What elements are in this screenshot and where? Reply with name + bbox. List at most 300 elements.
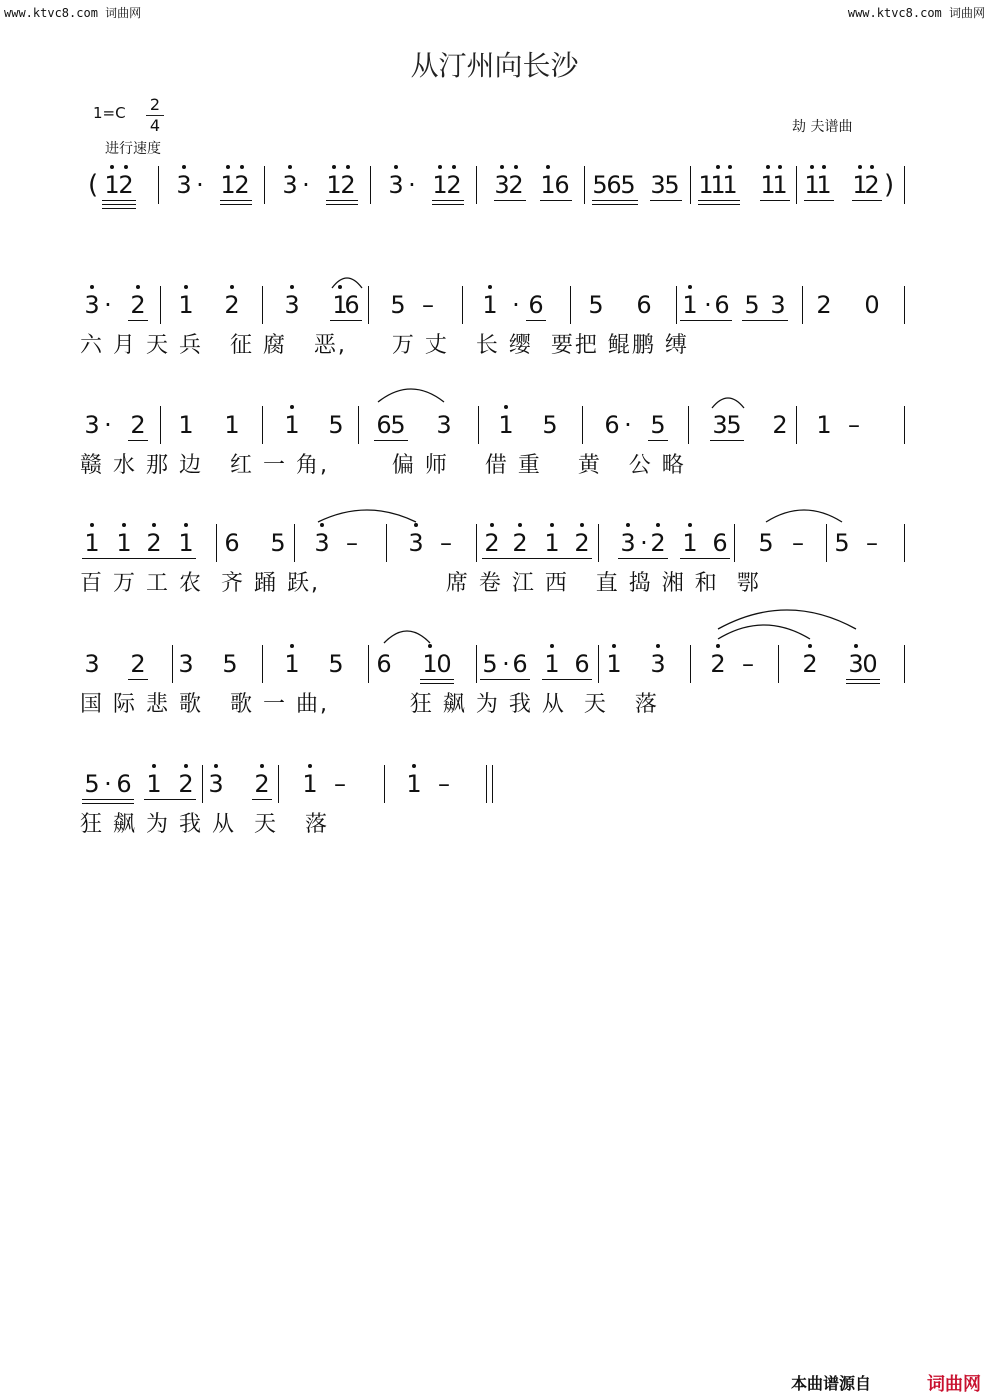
note-value: · xyxy=(502,650,510,678)
note-value: 3 xyxy=(650,171,666,199)
note xyxy=(206,771,226,797)
beam-underline xyxy=(680,320,732,321)
note-value: 2 xyxy=(574,529,590,557)
octave-dot-high xyxy=(580,523,584,527)
octave-dot-high xyxy=(546,165,550,169)
note xyxy=(252,771,272,797)
note-value: 1 xyxy=(104,171,120,199)
note xyxy=(814,292,834,318)
note-value: 6 xyxy=(344,291,360,319)
note xyxy=(506,172,526,198)
note-value: 1 xyxy=(422,650,438,678)
note xyxy=(98,292,118,318)
octave-dot-high xyxy=(612,644,616,648)
note-value: 3 xyxy=(314,529,330,557)
lyric-line-3: 百 万 工 农 齐 踊 跃, 席 卷 江 西 直 捣 湘 和 鄂 xyxy=(80,571,761,596)
note-value: 2 xyxy=(864,171,880,199)
barline xyxy=(368,286,369,324)
octave-dot-high xyxy=(810,165,814,169)
slur xyxy=(384,625,430,645)
octave-dot-high xyxy=(766,165,770,169)
note xyxy=(814,172,834,198)
note-value: 5 xyxy=(834,529,850,557)
octave-dot-high xyxy=(288,165,292,169)
octave-dot-high xyxy=(110,165,114,169)
note xyxy=(326,651,346,677)
note xyxy=(800,651,820,677)
beam-underline xyxy=(592,204,638,205)
note-value: 6 xyxy=(224,529,240,557)
note xyxy=(374,651,394,677)
barline xyxy=(386,524,387,562)
note xyxy=(526,292,546,318)
time-signature xyxy=(146,96,164,135)
note-value: 1 xyxy=(760,171,776,199)
note-value: 1 xyxy=(116,529,132,557)
beam-underline xyxy=(326,204,358,205)
note xyxy=(770,412,790,438)
note-value: 1 xyxy=(178,529,194,557)
note-value: 3 xyxy=(84,650,100,678)
barline xyxy=(598,524,599,562)
note xyxy=(552,172,572,198)
note xyxy=(712,292,732,318)
note xyxy=(618,412,638,438)
octave-dot-high xyxy=(290,405,294,409)
note-value: 5 xyxy=(328,411,344,439)
note xyxy=(860,651,880,677)
octave-dot-high xyxy=(182,165,186,169)
beam-underline xyxy=(542,679,592,680)
barline xyxy=(462,286,463,324)
note-value: 6 xyxy=(606,171,622,199)
barline xyxy=(802,286,803,324)
octave-dot-high xyxy=(490,523,494,527)
note xyxy=(418,292,438,318)
note-value: – xyxy=(848,411,860,439)
barline xyxy=(476,166,477,204)
note xyxy=(114,771,134,797)
barline xyxy=(358,406,359,444)
note xyxy=(312,530,332,556)
note-value: 2 xyxy=(512,529,528,557)
note-value: 1 xyxy=(722,171,738,199)
note-value: · xyxy=(640,529,648,557)
note xyxy=(342,530,362,556)
slur xyxy=(766,504,842,524)
octave-dot-high xyxy=(90,285,94,289)
barline xyxy=(264,166,265,204)
note xyxy=(542,651,562,677)
note-value: 2 xyxy=(118,171,134,199)
note xyxy=(586,292,606,318)
barline xyxy=(262,645,263,683)
note xyxy=(402,172,422,198)
note-value: 3 xyxy=(712,411,728,439)
note xyxy=(680,292,700,318)
beam-underline xyxy=(128,679,148,680)
beam-underline xyxy=(420,679,454,680)
note-value: 1 xyxy=(682,529,698,557)
octave-dot-high xyxy=(290,285,294,289)
barline xyxy=(904,166,905,204)
slur xyxy=(718,611,856,631)
note xyxy=(282,412,302,438)
note-value: 3 xyxy=(84,291,100,319)
note xyxy=(444,172,464,198)
barline xyxy=(688,406,689,444)
composer-credit: 劫 夫谱曲 xyxy=(792,119,853,135)
note-value: 6 xyxy=(604,411,620,439)
beam-underline xyxy=(102,204,136,205)
lyric-line-1: 六 月 天 兵 征 腐 恶, 万 丈 长 缨 要把 鲲鹏 缚 xyxy=(80,333,689,358)
note xyxy=(510,530,530,556)
note-value: 2 xyxy=(802,650,818,678)
octave-dot-high xyxy=(90,523,94,527)
octave-dot-high xyxy=(152,523,156,527)
meter-top: 2 xyxy=(149,95,161,114)
note-value: 1 xyxy=(326,171,342,199)
octave-dot-high xyxy=(514,165,518,169)
note-value: – xyxy=(346,529,358,557)
note xyxy=(176,292,196,318)
note xyxy=(710,530,730,556)
slur xyxy=(318,504,416,524)
note-value: 2 xyxy=(710,650,726,678)
note xyxy=(222,530,242,556)
octave-dot-high xyxy=(858,165,862,169)
note-value: 5 xyxy=(744,291,760,319)
note-value: · xyxy=(104,291,112,319)
beam-underline xyxy=(618,558,668,559)
barline xyxy=(778,645,779,683)
note-value: – xyxy=(422,291,434,319)
beam-underline xyxy=(374,440,408,441)
octave-dot-high xyxy=(656,523,660,527)
note xyxy=(326,412,346,438)
note-value: 3 xyxy=(84,411,100,439)
note-value: 2 xyxy=(446,171,462,199)
note-value: · xyxy=(512,291,520,319)
octave-dot-high xyxy=(230,285,234,289)
note-value: 5 xyxy=(542,411,558,439)
octave-dot-high xyxy=(240,165,244,169)
note-value: 5 xyxy=(270,529,286,557)
note xyxy=(506,292,526,318)
note xyxy=(436,530,456,556)
octave-dot-high xyxy=(124,165,128,169)
beam-underline xyxy=(742,320,788,321)
octave-dot-high xyxy=(214,764,218,768)
octave-dot-high xyxy=(290,644,294,648)
note-value: 5 xyxy=(390,291,406,319)
beam-underline xyxy=(420,683,454,684)
beam-underline xyxy=(128,320,148,321)
note-value: 1 xyxy=(606,650,622,678)
barline xyxy=(492,765,493,803)
barline xyxy=(476,645,477,683)
note xyxy=(128,292,148,318)
note-value: · xyxy=(624,411,632,439)
note xyxy=(510,651,530,677)
note-value: 1 xyxy=(816,411,832,439)
note-value: 5 xyxy=(620,171,636,199)
note-value: 5 xyxy=(482,650,498,678)
octave-dot-high xyxy=(870,165,874,169)
beam-underline xyxy=(480,679,530,680)
note xyxy=(404,771,424,797)
barline xyxy=(160,286,161,324)
note xyxy=(190,172,210,198)
note-value: · xyxy=(104,770,112,798)
note-value: 6 xyxy=(376,411,392,439)
octave-dot-high xyxy=(438,165,442,169)
note-value: · xyxy=(408,171,416,199)
note-value: 6 xyxy=(574,650,590,678)
note-value: 3 xyxy=(620,529,636,557)
note-value: 2 xyxy=(178,770,194,798)
note-value: 2 xyxy=(772,411,788,439)
note-value: 3 xyxy=(650,650,666,678)
beam-underline xyxy=(432,200,464,201)
note xyxy=(338,172,358,198)
note xyxy=(572,651,592,677)
note xyxy=(540,412,560,438)
beam-underline xyxy=(220,200,252,201)
note-value: 2 xyxy=(224,291,240,319)
slur xyxy=(378,384,444,404)
note xyxy=(176,651,196,677)
note xyxy=(648,412,668,438)
note-value: 1 xyxy=(772,171,788,199)
barline xyxy=(584,166,585,204)
octave-dot-high xyxy=(184,285,188,289)
beam-underline xyxy=(846,679,880,680)
note-value: 6 xyxy=(714,291,730,319)
note xyxy=(738,651,758,677)
beam-underline xyxy=(698,204,740,205)
note xyxy=(82,530,102,556)
note xyxy=(220,651,240,677)
note-value: 6 xyxy=(512,650,528,678)
beam-underline xyxy=(648,440,668,441)
barline xyxy=(172,645,173,683)
octave-dot-high xyxy=(136,285,140,289)
beam-underline xyxy=(710,440,744,441)
note xyxy=(724,412,744,438)
octave-dot-high xyxy=(226,165,230,169)
beam-underline xyxy=(102,208,136,209)
barline xyxy=(368,645,369,683)
meter-bottom: 4 xyxy=(149,116,161,135)
note-value: 2 xyxy=(650,529,666,557)
note xyxy=(222,412,242,438)
note-value: – xyxy=(438,770,450,798)
site-watermark-left: www.ktvc8.com 词曲网 xyxy=(4,6,142,20)
note-value: 5 xyxy=(328,650,344,678)
note-value: 3 xyxy=(178,650,194,678)
beam-underline xyxy=(698,200,740,201)
note xyxy=(98,412,118,438)
note xyxy=(176,412,196,438)
note-value: 5 xyxy=(390,411,406,439)
note xyxy=(268,530,288,556)
barline xyxy=(676,286,677,324)
note xyxy=(114,530,134,556)
note xyxy=(482,530,502,556)
note xyxy=(708,651,728,677)
beam-underline xyxy=(82,799,134,800)
octave-dot-high xyxy=(308,764,312,768)
barline xyxy=(570,286,571,324)
note xyxy=(770,172,790,198)
note-value: 1 xyxy=(498,411,514,439)
note-value: 1 xyxy=(540,171,556,199)
intro-close-paren: ) xyxy=(884,170,895,200)
note-value: – xyxy=(792,529,804,557)
note-value: 6 xyxy=(376,650,392,678)
note xyxy=(862,172,882,198)
slur xyxy=(332,270,362,290)
note xyxy=(604,651,624,677)
note xyxy=(222,292,242,318)
octave-dot-high xyxy=(184,523,188,527)
octave-dot-high xyxy=(452,165,456,169)
barline xyxy=(294,524,295,562)
note-value: 2 xyxy=(816,291,832,319)
note-value: 2 xyxy=(508,171,524,199)
beam-underline xyxy=(128,440,148,441)
note-value: 0 xyxy=(862,650,878,678)
note-value: 1 xyxy=(220,171,236,199)
note-value: 1 xyxy=(332,291,348,319)
note-value: 5 xyxy=(758,529,774,557)
note-value: 1 xyxy=(682,291,698,319)
tempo-marking: 进行速度 xyxy=(105,141,161,157)
barline xyxy=(904,286,905,324)
note-value: 3 xyxy=(176,171,192,199)
note-value: 3 xyxy=(208,770,224,798)
note xyxy=(844,412,864,438)
note-value: 1 xyxy=(698,171,714,199)
note-value: 1 xyxy=(544,529,560,557)
note-value: 3 xyxy=(436,411,452,439)
note-value: 1 xyxy=(302,770,318,798)
barline xyxy=(262,406,263,444)
barline xyxy=(370,166,371,204)
footer-logo: 词曲网 xyxy=(927,1374,981,1395)
octave-dot-high xyxy=(518,523,522,527)
octave-dot-high xyxy=(626,523,630,527)
note xyxy=(434,771,454,797)
note-value: 5 xyxy=(84,770,100,798)
note-value: 1 xyxy=(804,171,820,199)
beam-underline xyxy=(852,200,882,201)
octave-dot-high xyxy=(550,523,554,527)
octave-dot-high xyxy=(152,764,156,768)
key-signature: 1=C xyxy=(93,104,126,122)
barline xyxy=(598,645,599,683)
note xyxy=(116,172,136,198)
note-value: 1 xyxy=(406,770,422,798)
note-value: – xyxy=(866,529,878,557)
note-value: · xyxy=(704,291,712,319)
note-value: 2 xyxy=(130,291,146,319)
note-value: 2 xyxy=(130,411,146,439)
note-value: 3 xyxy=(494,171,510,199)
note-value: 0 xyxy=(864,291,880,319)
barline xyxy=(160,406,161,444)
barline xyxy=(216,524,217,562)
lyric-line-4: 国 际 悲 歌 歌 一 曲, 狂 飙 为 我 从 天 落 xyxy=(80,692,659,717)
note xyxy=(720,172,740,198)
note xyxy=(330,771,350,797)
note-value: 1 xyxy=(710,171,726,199)
octave-dot-high xyxy=(184,764,188,768)
barline xyxy=(904,406,905,444)
octave-dot-high xyxy=(822,165,826,169)
note xyxy=(406,530,426,556)
note xyxy=(144,530,164,556)
note-value: 3 xyxy=(848,650,864,678)
note-value: 1 xyxy=(544,650,560,678)
barline xyxy=(478,406,479,444)
note xyxy=(480,292,500,318)
octave-dot-high xyxy=(688,523,692,527)
note-value: 0 xyxy=(436,650,452,678)
note xyxy=(128,412,148,438)
lyric-line-5: 狂 飙 为 我 从 天 落 xyxy=(80,812,329,837)
footer-source-label: 本曲谱源自 xyxy=(790,1374,871,1393)
note xyxy=(300,771,320,797)
note-value: 5 xyxy=(592,171,608,199)
note-value: 1 xyxy=(852,171,868,199)
note xyxy=(542,530,562,556)
beam-underline xyxy=(804,200,834,201)
note xyxy=(662,172,682,198)
barline xyxy=(486,765,487,803)
note-value: 6 xyxy=(116,770,132,798)
note xyxy=(176,530,196,556)
note-value: 1 xyxy=(146,770,162,798)
barline xyxy=(262,286,263,324)
beam-underline xyxy=(330,320,362,321)
barline xyxy=(904,645,905,683)
note xyxy=(176,771,196,797)
barline xyxy=(690,645,691,683)
note xyxy=(814,412,834,438)
barline xyxy=(796,166,797,204)
note-value: – xyxy=(440,529,452,557)
octave-dot-high xyxy=(504,405,508,409)
octave-dot-high xyxy=(728,165,732,169)
note-value: 2 xyxy=(340,171,356,199)
note xyxy=(768,292,788,318)
beam-underline xyxy=(82,803,134,804)
beam-underline xyxy=(482,558,592,559)
barline xyxy=(202,765,203,803)
octave-dot-high xyxy=(332,165,336,169)
note-value: 1 xyxy=(432,171,448,199)
note xyxy=(862,530,882,556)
beam-underline xyxy=(526,320,546,321)
note-value: 1 xyxy=(816,171,832,199)
note-value: 1 xyxy=(284,411,300,439)
note-value: 5 xyxy=(588,291,604,319)
beam-underline xyxy=(220,204,252,205)
note-value: 6 xyxy=(528,291,544,319)
barline xyxy=(384,765,385,803)
